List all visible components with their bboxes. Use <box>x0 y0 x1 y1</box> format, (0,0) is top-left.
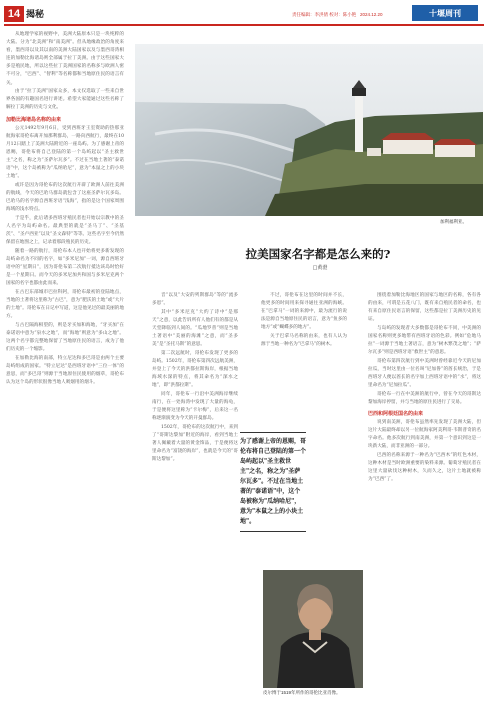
article-paragraph: 音“以及”大安的列斯群岛“等的”流多多恩”。 <box>152 293 238 307</box>
article-column-2 <box>152 292 238 699</box>
issue-date: 2024.12.20 <box>360 12 383 17</box>
article-paragraph: 从地理学家的视野中，美洲大陆原本只是一块纯粹的大陆。分为“北美洲”和“南美洲”。但从地缘政治的角度来看，墨西哥以及其以南的美洲大陆国家以及与墨西哥湾相连的加勒比海诸岛则全部属于拉丁美洲。由于这些国家大多是殖民地，所以这些拉丁美洲国家的名称多与欧洲人密不可分，“巴西”、“智利”等名称都和当地原住民的语言有关。 <box>6 32 124 86</box>
article-paragraph: 哥伦布第四次航行到中美洲时曾经靠近今天的尼加拉瓜，当时这里由一位名叫“尼加鲁”的酋长统治，于是西班牙人便以酋长的名字加上西班牙语中的“水”，将这里命名为“尼加拉瓜”。 <box>368 358 481 389</box>
article-paragraph: 公元1492年9月6日，受到西班牙王室资助的热那亚航海家哥伦布离开加那利群岛，一路向西航行，最终在10月12日踏上了美洲大陆附近的一座岛屿。为了感谢上帝的恩赐，哥伦布将自己登陆的第一个岛屿起以“圣主救世主”之名，称之为“圣萨尔瓦多”。不过在当地土著的“泰诺语”中，这个岛被称为“瓜纳哈尼”，意为“本鼠之上的小块土地”。 <box>6 125 124 180</box>
article-column-1 <box>6 31 124 699</box>
article-paragraph: 随着一路的航行，哥伦布本人也开始将更多新发现的岛屿命名为不同的名字，如“多米尼加”一词，源自西班牙语中的“星期日”，因为哥伦布第二次航行抵达该岛时恰好是一个星期日。而今天的多米尼加共和国与多米尼克两个国家的名字也都由此而来。 <box>6 248 124 287</box>
lighthouse-photo <box>135 44 483 216</box>
editor-credits <box>292 12 383 18</box>
article-paragraph: 其中“多米尼克”大约了诗中“是那天”之意，以此告诉所有人他们有的都是从天堂降临到人间的。“瓜地罗普”则是当地土著语中“美丽的海滩”之意，而“圣多美”是“圣托马斯”的意思。 <box>152 309 238 348</box>
article-paragraph: 1502年，哥伦布的这次航行中，来到了“哥斯达黎加”附近的海岸，看到当地土著人佩戴着大量的黄金饰品，于是便将这里命名为“富饶的海岸”，也就是今天的“哥斯达黎加”。 <box>152 424 238 463</box>
article-byline: □黄澄 <box>312 265 328 271</box>
article-paragraph: 同年，哥伦布一行沿中美洲海岸继续南行，在一处海湾中发现了大量的海龟，于是便将这里称为“卡尔梅”，后来这一名称逐渐演变为今天的开曼群岛。 <box>152 391 238 422</box>
header-divider <box>4 24 484 26</box>
portrait-caption: 皮尔博于1519年所作的哥伦比亚肖像。 <box>263 690 341 695</box>
article-paragraph: 与岛屿的发现者大多数都是哥伦布不同，中美洲的国家名称则更多地带有西班牙语的色彩。例如“危地马拉”一词源于当地土著语言，意为“树木繁茂之地”；“萨尔瓦多”则是西班牙语“救世主”的意思。 <box>368 325 481 356</box>
article-paragraph: 于是乎，此后诸多西班牙殖民者也开始以宗教中的圣人名字为岛屿命名。最典型的就是“圣马丁”、“圣基茨”、“圣卢西亚”以及“圣文森特”等等。这些名字至今仍然保留在地图之上，记录着那段殖民的历史。 <box>6 215 124 246</box>
editor-names: 责任编辑：李洪倩 校对：陈小艳 <box>292 12 357 17</box>
article-column-3 <box>261 292 347 412</box>
article-paragraph: 或许是因为哥伦布的这次航行开辟了欧洲人前往美洲的航线，今天的巴哈马群岛就包含了这座圣萨尔瓦多岛。巴哈马的名字源自西班牙语“浅海”，指的是这个国家周围海域的浅水特点。 <box>6 182 124 213</box>
article-paragraph: 巴西的名称来源于一种名为“巴西木”的红色木材，这种木材是当时欧洲重要的染料来源。葡萄牙殖民者在这里大量砍伐这种树木，久而久之，这片土地就被称为“巴西”了。 <box>368 453 481 483</box>
article-paragraph: 不过，哥伦布在这里的时间并不长，他更多的时间用来探寻通往亚洲的海峡。在“巴拿马”一词的来源中，最为流行的说法是源自当地原住民的语言，意为“鱼多的地方”或“蝴蝶多的地方”。 <box>261 293 347 331</box>
article-paragraph: 与古巴隔海相望的，则是牙买加和海地，“牙买加”在泰诺语中意为“泉水之地”，而“海地”则意为“多山之地”。这两个名字都完整地保留了当地原住民的语言，成为了他们历史的一个缩影。 <box>6 322 124 353</box>
article-paragraph: 第二次远航时，哥伦布发现了更多的岛屿。1502年，哥伦布第四次远航美洲，并登上了今天的洪都拉斯海岸，根据当地海域水深的特点，将其命名为“深水之地”，即“洪都拉斯”。 <box>152 350 238 389</box>
article-title: 拉美国家名字都是怎么来的? <box>245 247 391 261</box>
section-label: 揭秘 <box>26 9 45 19</box>
columbus-portrait <box>263 570 363 688</box>
section-subheading: 巴西和阿根廷国名的由来 <box>368 411 424 418</box>
article-paragraph: 围绕着加勒比海地区的国家与地区的名称，各有各的由来，可谓是五花八门，既有来自殖民者的命名，也有来自原住民语言的保留，这些都是拉丁美洲历史的见证。 <box>368 293 481 323</box>
masthead-logo: 十堰周刊 <box>412 5 478 21</box>
photo-credit: 加利福利亚。 <box>440 219 467 224</box>
page-number: 14 <box>4 6 24 22</box>
section-subheading: 加勒比海诸岛名称的由来 <box>6 116 62 123</box>
article-column-4 <box>368 292 481 697</box>
article-paragraph: 关于巴拿马名称的由来，也有人认为源于当地一种名为“巴拿马”的树木。 <box>261 334 347 348</box>
article-paragraph: 在加勒比海的南部，特立尼达和多巴哥是由两个主要岛屿组成的国家。“特立尼达”是西班牙语中“三位一体”的意思，而“多巴哥”则源于当地原住民使用的烟草，哥伦布认为这个岛的形状很像当地人吸烟用的烟斗。 <box>6 355 124 385</box>
article-paragraph: 在古巴东部城市巴拉科阿，哥伦布最初的登陆地点，当地的土著将这里称为“古巴”，意为“肥沃的土地”或“大片的土地”。哥伦布在日记中写道，这是他见过的最美丽的地方。 <box>6 289 124 320</box>
article-paragraph: 由于“拉丁美洲”国家众多，本文仅选取了一些来自世界各国的有趣国名进行讲述。希望大家能通过这些名称了解拉丁美洲的历史与文化。 <box>6 89 124 111</box>
article-paragraph: 哥伦布一行在中美洲的航行中，曾在今天的哥斯达黎加海岸停留，并与当地的原住民进行了交易。 <box>368 391 481 405</box>
pull-quote: 为了感谢上帝的恩赐，哥伦布将自己登陆的第一个岛屿起以"圣主救世主"之名，称之为"圣萨尔瓦多"。不过在当地土著的"泰诺语"中，这个岛被称为"瓜纳哈尼"，意为"本鼠之上的小块土地"。 <box>240 432 306 532</box>
article-paragraph: 说到南美洲，哥伦布虽然率先发现了美洲大陆，但这片大陆最终却以另一位航海家阿美利哥·韦斯普奇的名字命名。他多次航行到南美洲，并第一个意识到这是一块新大陆，而非亚洲的一部分。 <box>368 420 481 450</box>
